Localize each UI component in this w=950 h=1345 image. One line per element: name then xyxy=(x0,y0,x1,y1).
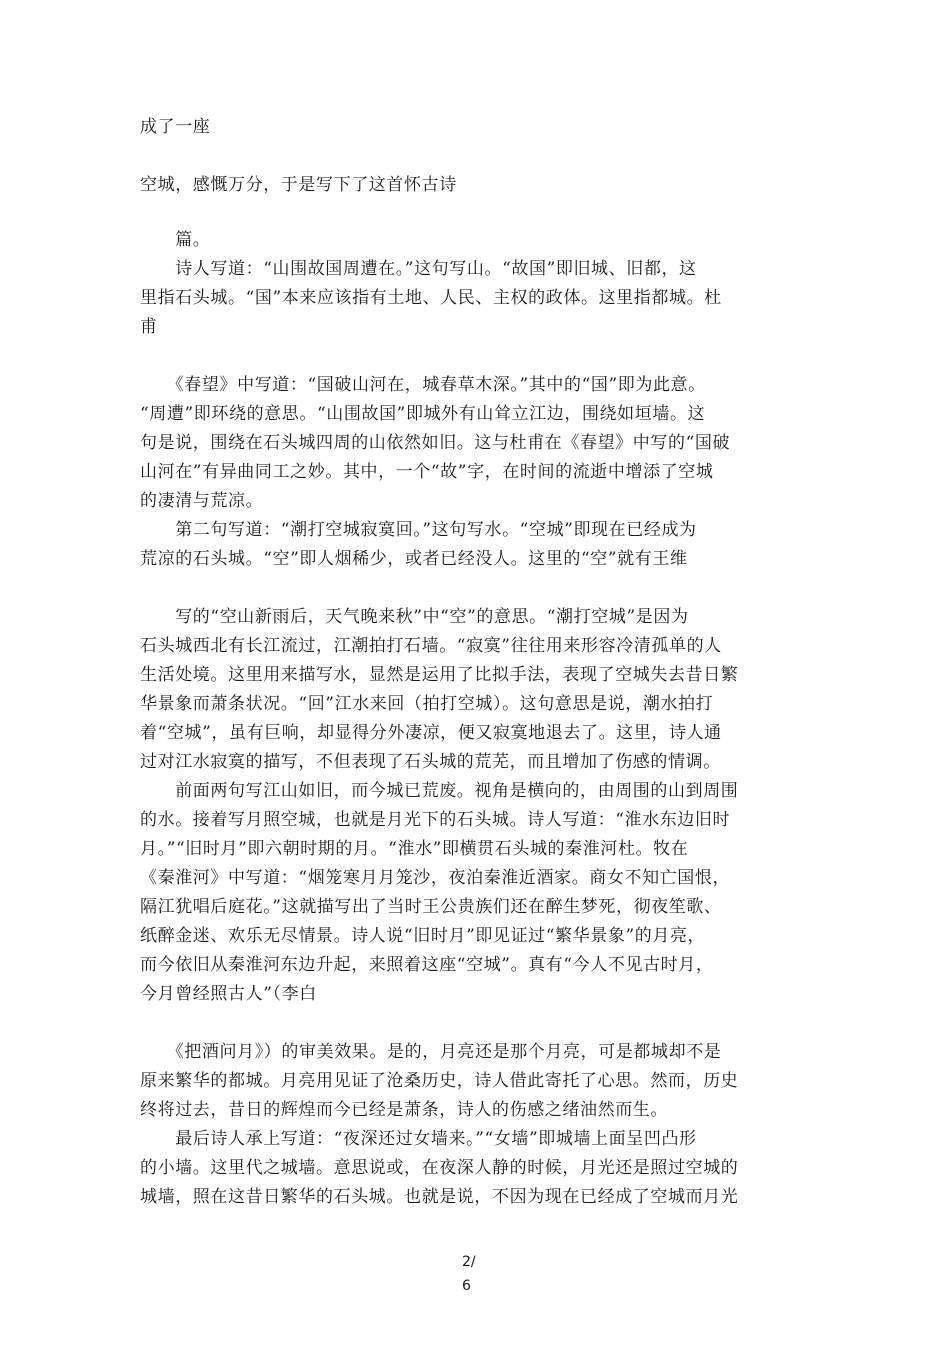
text-line: 写的“空山新雨后，天气晚来秋”中“空”的意思。“潮打空城”是因为 xyxy=(140,607,689,627)
text-line: 华景象而萧条状况。“回”江水来回（拍打空城）。这句意思是说，潮水拍打 xyxy=(140,694,714,714)
text-line: 篇。 xyxy=(140,230,211,250)
text-line: 空城，感慨万分，于是写下了这首怀古诗 xyxy=(140,175,457,195)
page-number-bottom: 6 xyxy=(462,1278,471,1294)
text-line: 的小墙。这里代之城墙。意思说或，在夜深人静的时候，月光还是照过空城的 xyxy=(140,1158,739,1178)
text-line: 成了一座 xyxy=(140,117,211,137)
text-line: 生活处境。这里用来描写水，显然是运用了比拟手法，表现了空城失去昔日繁 xyxy=(140,665,739,685)
text-line: 隔江犹唱后庭花。”这就描写出了当时王公贵族们还在醉生梦死，彻夜笙歌、 xyxy=(140,897,722,917)
text-line: 《把酒问月》）的审美效果。是的，月亮还是那个月亮，可是都城却不是 xyxy=(140,1042,722,1062)
text-line: 最后诗人承上写道：“夜深还过女墙来。”“女墙”即城墙上面呈凹凸形 xyxy=(140,1129,697,1149)
text-line: 月。”“旧时月”即六朝时期的月。“淮水”即横贯石头城的秦淮河杜。牧在 xyxy=(140,839,689,859)
text-line: 的水。接着写月照空城，也就是月光下的石头城。诗人写道：“淮水东边旧时 xyxy=(140,810,731,830)
text-line: 的凄清与荒凉。 xyxy=(140,491,264,511)
page-number-top: 2/ xyxy=(462,1254,476,1270)
text-line: 第二句写道：“潮打空城寂寞回。”这句写水。“空城”即现在已经成为 xyxy=(140,520,697,540)
text-line: 原来繁华的都城。月亮用见证了沧桑历史，诗人借此寄托了心思。然而，历史 xyxy=(140,1071,739,1091)
text-line: 句是说，围绕在石头城四周的山依然如旧。这与杜甫在《春望》中写的“国破 xyxy=(140,433,731,453)
text-line: 终将过去，昔日的辉煌而今已经是萧条，诗人的伤感之绪油然而生。 xyxy=(140,1100,668,1120)
text-line: 《秦淮河》中写道：“烟笼寒月月笼沙，夜泊秦淮近酒家。商女不知亡国恨， xyxy=(140,868,731,888)
text-line: 今月曾经照古人”（李白 xyxy=(140,984,317,1004)
text-line: 山河在”有异曲同工之妙。其中，一个“故”字，在时间的流逝中增添了空城 xyxy=(140,462,714,482)
text-line: 着“空城”，虽有巨响，却显得分外凄凉，便又寂寞地退去了。这里，诗人通 xyxy=(140,723,722,743)
text-line: 诗人写道：“山围故国周遭在。”这句写山。“故国”即旧城、旧都，这 xyxy=(140,259,697,279)
text-line: 里指石头城。“国”本来应该指有土地、人民、主权的政体。这里指都城。杜 xyxy=(140,288,722,308)
text-line: 前面两句写江山如旧，而今城已荒废。视角是横向的，由周围的山到周围 xyxy=(140,781,739,801)
text-line: 城墙，照在这昔日繁华的石头城。也就是说，不因为现在已经成了空城而月光 xyxy=(140,1187,739,1207)
text-line: 纸醉金迷、欢乐无尽情景。诗人说“旧时月”即见证过“繁华景象”的月亮， xyxy=(140,926,706,946)
text-line: 而今依旧从秦淮河东边升起，来照着这座“空城”。真有“今人不见古时月， xyxy=(140,955,714,975)
text-line: 过对江水寂寞的描写，不但表现了石头城的荒芜，而且增加了伤感的情调。 xyxy=(140,752,721,772)
text-line: 石头城西北有长江流过，江潮拍打石墙。“寂寞”往往用来形容冷清孤单的人 xyxy=(140,636,722,656)
text-line: 荒凉的石头城。“空”即人烟稀少，或者已经没人。这里的“空”就有王维 xyxy=(140,549,688,569)
text-line: 《春望》中写道：“国破山河在，城春草木深。”其中的“国”即为此意。 xyxy=(140,375,706,395)
text-line: 甫 xyxy=(140,317,158,337)
text-line: “周遭”即环绕的意思。“山围故国”即城外有山耸立江边，围绕如垣墙。这 xyxy=(140,404,706,424)
